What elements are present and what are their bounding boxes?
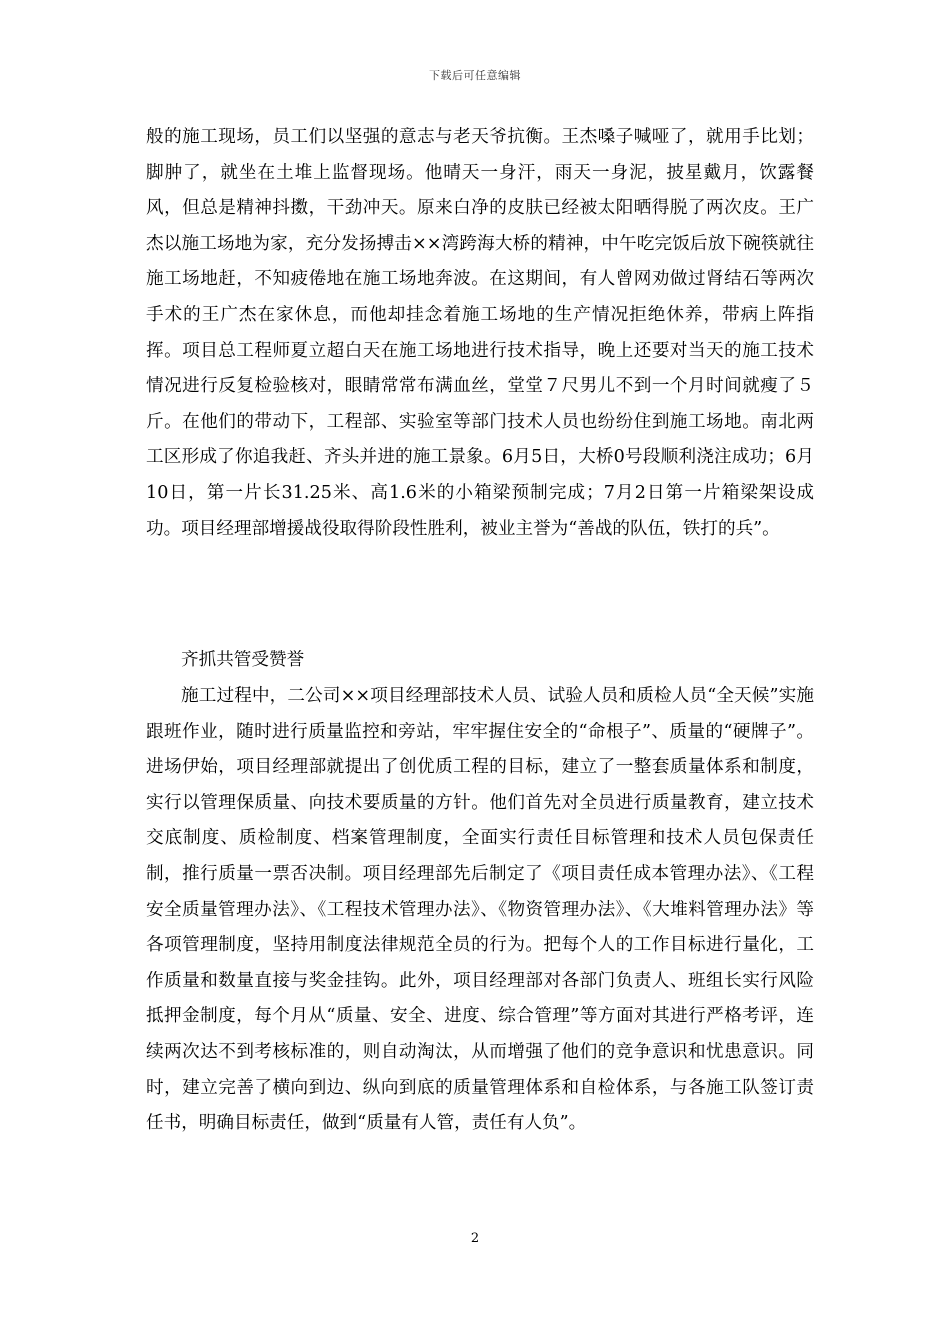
page-header: 下载后可任意编辑 [429, 69, 521, 82]
body-paragraph-1: 般的施工现场，员工们以坚强的意志与老天爷抗衡。王杰嗓子喊哑了，就用手比划；脚肿了，就坐在土堆上监督现场。他晴天一身汗，雨天一身泥，披星戴月，饮露餐风，但总是精神抖擞，干劲冲天。原来白净的皮肤已经被太阳晒得脱了两次皮。王广杰以施工场地为家，充分发扬搏击××湾跨海大桥的精神，中午吃完饭后放下碗筷就往施工场地赶，不知疲倦地在施工场地奔波。在这期间，有人曾网劝做过肾结石等两次手术的王广杰在家休息，而他却挂念着施工场地的生产情况拒绝休养，带病上阵指挥。项目总工程师夏立超白天在施工场地进行技术指导，晚上还要对当天的施工技术情况进行反复检验核对，眼睛常常布满血丝，堂堂７尺男儿不到一个月时间就瘦了５斤。在他们的带动下，工程部、实验室等部门技术人员也纷纷住到施工场地。南北两工区形成了你追我赶、齐头并进的施工景象。6月5日，大桥0号段顺利浇注成功；6月10日，第一片长31.25米、高1.6米的小箱梁预制完成；7月2日第一片箱梁架设成功。项目经理部增援战役取得阶段性胜利，被业主誉为“善战的队伍，铁打的兵”。 [146, 127, 814, 539]
body-paragraph-2: 施工过程中，二公司××项目经理部技术人员、试验人员和质检人员“全天候”实施跟班作业，随时进行质量监控和旁站，牢牢握住安全的“命根子”、质量的“硬牌子”。进场伊始，项目经理部就提出了创优质工程的目标，建立了一整套质量体系和制度，实行以管理保质量、向技术要质量的方针。他们首先对全员进行质量教育，建立技术交底制度、质检制度、档案管理制度，全面实行责任目标管理和技术人员包保责任制，推行质量一票否决制。项目经理部先后制定了《项目责任成本管理办法》、《工程安全质量管理办法》、《工程技术管理办法》、《物资管理办法》、《大堆料管理办法》等各项管理制度，坚持用制度法律规范全员的行为。把每个人的工作目标进行量化，工作质量和数量直接与奖金挂钩。此外，项目经理部对各部门负责人、班组长实行风险抵押金制度，每个月从“质量、安全、进度、综合管理”等方面对其进行严格考评，连续两次达不到考核标准的，则自动淘汰，从而增强了他们的竞争意识和忧患意识。同时，建立完善了横向到边、纵向到底的质量管理体系和自检体系，与各施工队签订责任书，明确目标责任，做到“质量有人管，责任有人负”。 [146, 686, 814, 1134]
section-heading: 齐抓共管受赞誉 [181, 650, 305, 670]
page-number: 2 [470, 1231, 480, 1246]
